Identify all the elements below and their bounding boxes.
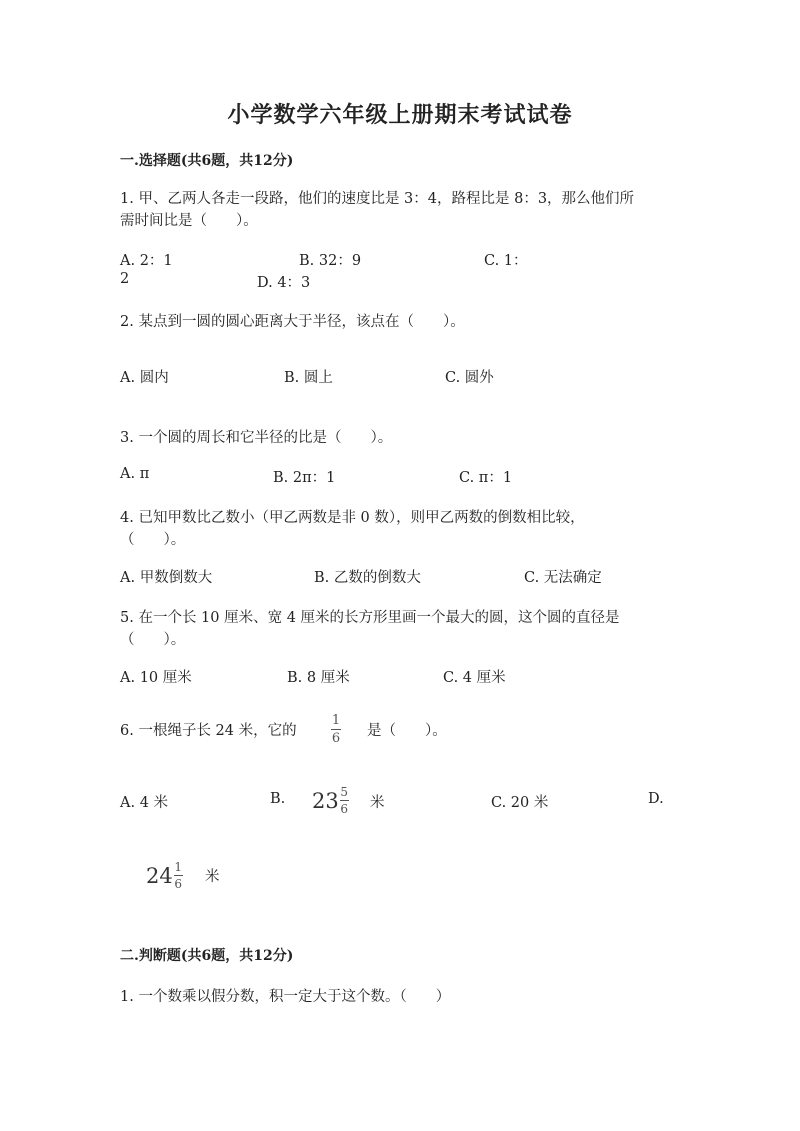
question-4-option-a: A. 甲数倒数大 <box>120 570 213 586</box>
fraction-denominator: 6 <box>340 802 349 816</box>
question-5-line-1: 5. 在一个长 10 厘米、宽 4 厘米的长方形里画一个最大的圆，这个圆的直径是 <box>120 610 620 626</box>
question-1-line-1: 1. 甲、乙两人各走一段路，他们的速度比是 3：4，路程比是 8：3，那么他们所 <box>120 191 635 207</box>
question-4-option-b: B. 乙数的倒数大 <box>314 570 421 586</box>
question-6-option-d-label: D. <box>648 791 664 807</box>
question-3-text: 3. 一个圆的周长和它半径的比是（ ）。 <box>120 430 393 446</box>
section-heading-choice: 一.选择题(共6题，共12分) <box>120 153 294 169</box>
question-4-option-c: C. 无法确定 <box>524 570 602 586</box>
mixed-number-whole: 24 <box>146 863 173 888</box>
question-5-option-a: A. 10 厘米 <box>120 670 192 686</box>
question-1-option-c-part-2: 2 <box>120 271 130 287</box>
question-1-option-a: A. 2：1 <box>120 253 173 269</box>
fraction-denominator: 6 <box>331 731 341 746</box>
question-3-option-c: C. π：1 <box>459 470 513 486</box>
mixed-number-fraction <box>174 861 183 890</box>
question-1-option-c-part-1: C. 1： <box>484 253 528 269</box>
fraction-bar <box>174 875 183 876</box>
question-6-option-b-mixed-number <box>312 786 349 815</box>
question-3-option-a: A. π <box>120 466 150 482</box>
question-4-line-1: 4. 已知甲数比乙数小（甲乙两数是非 0 数），则甲乙两数的倒数相比较， <box>120 510 585 526</box>
question-2-option-b: B. 圆上 <box>284 370 333 386</box>
question-5-option-b: B. 8 厘米 <box>287 670 350 686</box>
question-3-option-b: B. 2π：1 <box>273 470 336 486</box>
question-6-fraction <box>331 714 341 745</box>
fraction-numerator: 1 <box>174 860 183 874</box>
question-1-line-2: 需时间比是（ ）。 <box>120 213 258 229</box>
mixed-number-whole: 23 <box>312 788 339 813</box>
question-5-option-c: C. 4 厘米 <box>443 670 506 686</box>
question-1-option-b: B. 32：9 <box>299 253 362 269</box>
fraction-bar <box>340 800 349 801</box>
fraction-numerator: 1 <box>331 713 341 728</box>
fraction-bar <box>331 729 341 730</box>
mixed-number-fraction <box>340 786 349 815</box>
question-4-line-2: （ ）。 <box>120 532 186 548</box>
question-1-option-d: D. 4：3 <box>257 275 311 291</box>
section-heading-judgement: 二.判断题(共6题，共12分) <box>120 948 294 964</box>
question-2-option-a: A. 圆内 <box>120 370 169 386</box>
question-2-option-c: C. 圆外 <box>445 370 494 386</box>
fraction-numerator: 5 <box>340 785 349 799</box>
question-5-line-2: （ ）。 <box>120 632 186 648</box>
question-6-option-c: C. 20 米 <box>491 795 549 811</box>
question-6-option-a: A. 4 米 <box>120 795 169 811</box>
question-2-text: 2. 某点到一圆的圆心距离大于半径，该点在（ ）。 <box>120 314 465 330</box>
judgement-1-text: 1. 一个数乘以假分数，积一定大于这个数。（ ） <box>120 989 451 1005</box>
fraction-denominator: 6 <box>174 877 183 891</box>
question-6-text-before: 6. 一根绳子长 24 米，它的 <box>120 723 297 739</box>
question-6-option-b-unit: 米 <box>370 795 385 811</box>
question-6-option-d-unit: 米 <box>205 869 220 885</box>
page-title: 小学数学六年级上册期末考试试卷 <box>227 102 573 128</box>
question-6-option-b-label: B. <box>270 791 286 807</box>
question-6-option-d-mixed-number <box>146 861 183 890</box>
question-6-text-after: 是（ ）。 <box>367 723 447 739</box>
